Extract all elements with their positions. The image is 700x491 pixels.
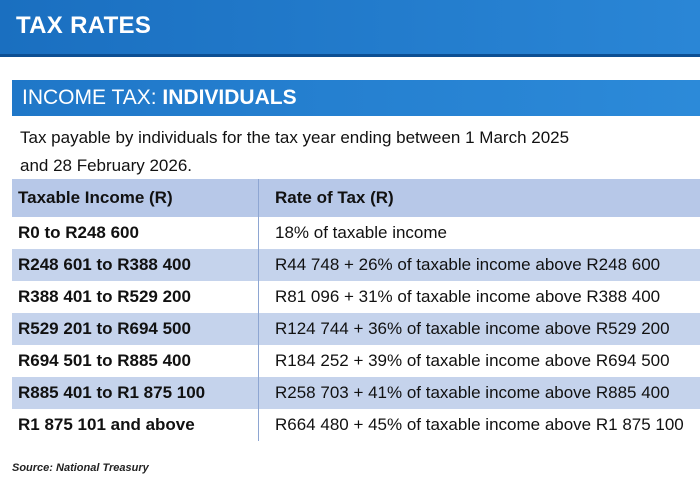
section-title-main: INDIVIDUALS [162, 86, 297, 109]
table-row [12, 377, 700, 409]
header-divider [0, 54, 700, 57]
source-note: Source: National Treasury [12, 462, 149, 474]
intro-line: and 28 February 2026. [20, 156, 193, 175]
table-row [12, 313, 700, 345]
table-header-row [12, 179, 700, 217]
table-row [12, 217, 700, 249]
income-bracket: R1 875 101 and above [12, 409, 259, 441]
table-row [12, 249, 700, 281]
intro-line: Tax payable by individuals for the tax year ending between 1 March 2025 [20, 128, 570, 147]
tax-rate: 18% of taxable income [259, 217, 700, 249]
column-header-rate: Rate of Tax (R) [259, 179, 700, 217]
section-title [22, 86, 297, 110]
tax-rate: R184 252 + 39% of taxable income above R694 500 [259, 345, 700, 377]
tax-rate: R124 744 + 36% of taxable income above R529 200 [259, 313, 700, 345]
income-bracket: R248 601 to R388 400 [12, 249, 259, 281]
page-title: TAX RATES [16, 12, 152, 39]
header-bar [0, 0, 700, 54]
income-bracket: R529 201 to R694 500 [12, 313, 259, 345]
income-bracket: R388 401 to R529 200 [12, 281, 259, 313]
income-bracket: R885 401 to R1 875 100 [12, 377, 259, 409]
column-header-income: Taxable Income (R) [12, 179, 259, 217]
section-header [12, 80, 700, 116]
tax-rate: R664 480 + 45% of taxable income above R1 875 100 [259, 409, 700, 441]
intro-text [20, 124, 680, 180]
table-row [12, 409, 700, 441]
income-bracket: R0 to R248 600 [12, 217, 259, 249]
table-row [12, 345, 700, 377]
tax-rate: R258 703 + 41% of taxable income above R885 400 [259, 377, 700, 409]
income-bracket: R694 501 to R885 400 [12, 345, 259, 377]
table-row [12, 281, 700, 313]
section-title-prefix: INCOME TAX: [22, 86, 163, 109]
tax-rate: R44 748 + 26% of taxable income above R248 600 [259, 249, 700, 281]
tax-rate: R81 096 + 31% of taxable income above R388 400 [259, 281, 700, 313]
tax-rates-table [12, 179, 700, 441]
